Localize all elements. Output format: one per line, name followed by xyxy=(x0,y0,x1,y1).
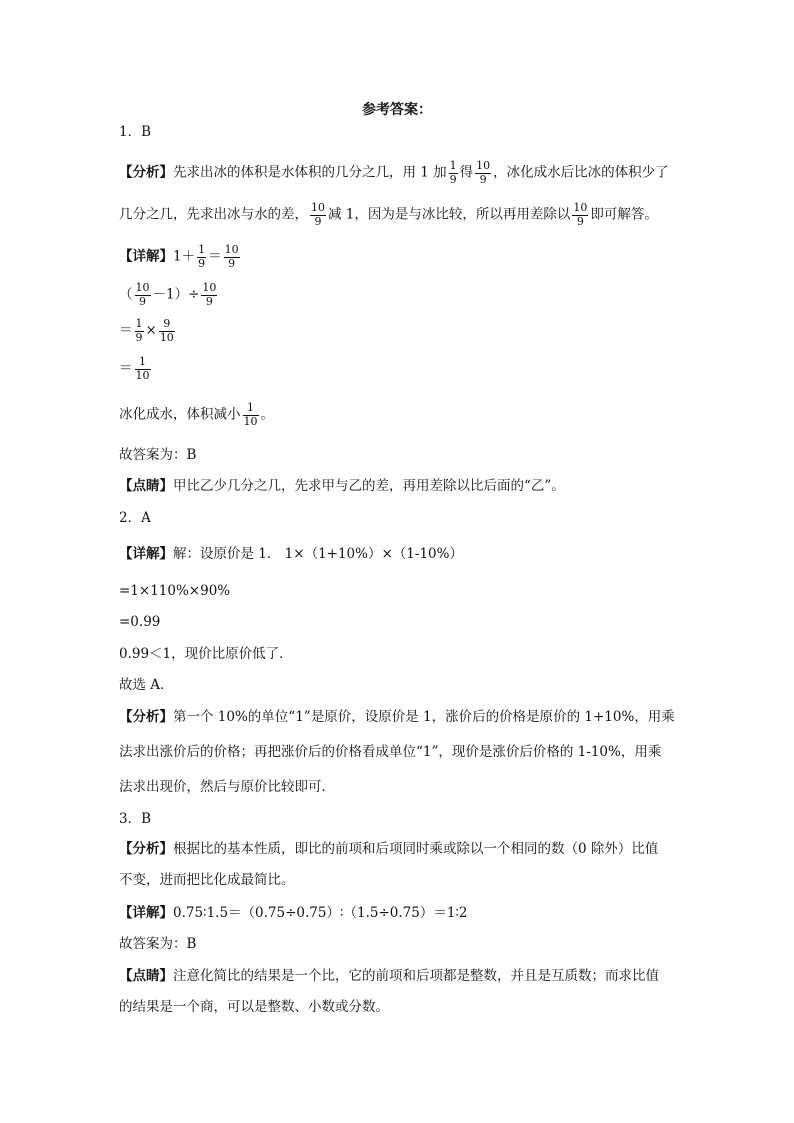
fraction-1-10: $\frac{1}{10}$ xyxy=(135,355,150,382)
q2-analysis-line-2: 法求出涨价后的价格；再把涨价后的价格看成单位“1”，现价是涨价后价格的 1-10%，用乘 xyxy=(119,744,662,760)
q1-step-3: ＝ $\frac{1}{9}$ × $\frac{9}{10}$ xyxy=(119,317,174,344)
q3-analysis-line-2: 不变，进而把比化成最简比。 xyxy=(119,872,295,888)
q3-comment-line-1: 【点睛】注意化简比的结果是一个比，它的前项和后项都是整数，并且是互质数；而求比值 xyxy=(119,968,659,984)
fraction-1-10: $\frac{1}{10}$ xyxy=(243,401,258,428)
fraction-1-9: $\frac{1}{9}$ xyxy=(198,243,206,270)
q3-answer: 故答案为：B xyxy=(119,936,197,952)
q1-step-2: （ $\frac{10}{9}$ －1）÷ $\frac{10}{9}$ xyxy=(119,281,217,308)
q1-comment-label: 【点睛】 xyxy=(119,478,173,494)
fraction-10-9: $\frac{10}{9}$ xyxy=(224,243,239,270)
fraction-10-9: $\frac{10}{9}$ xyxy=(311,201,325,228)
q1-detail-label: 【详解】 xyxy=(119,248,173,265)
q3-analysis-label: 【分析】 xyxy=(119,841,173,857)
q1-analysis-line-2: 几分之几，先求出冰与水的差， $\frac{10}{9}$ 减 1，因为是与冰比较，所以再用差除以 $\frac{10}{9}$ 即可解答。 xyxy=(119,201,658,228)
q3-heading: 3．B xyxy=(119,811,152,827)
q2-step-2: =1×110%×90% xyxy=(119,583,231,599)
q2-detail: 【详解】解：设原价是 1． 1×（1+10%）×（1-10%） xyxy=(119,546,463,562)
fraction-10-9: $\frac{10}{9}$ xyxy=(573,201,588,228)
q2-heading: 2．A xyxy=(119,510,151,526)
q1-detail-line: 【详解】1＋ $\frac{1}{9}$ ＝ $\frac{10}{9}$ xyxy=(119,243,239,270)
fraction-10-9: $\frac{10}{9}$ xyxy=(476,159,491,186)
q2-analysis-line-1: 【分析】第一个 10%的单位“1”是原价，设原价是 1，涨价后的价格是原价的 1+10%，用乘 xyxy=(119,709,675,725)
fraction-1-9: $\frac{1}{9}$ xyxy=(135,317,143,344)
q3-comment-label: 【点睛】 xyxy=(119,968,173,984)
fraction-10-9: $\frac{10}{9}$ xyxy=(202,281,217,308)
q1-step-4: ＝ $\frac{1}{10}$ xyxy=(119,355,150,382)
fraction-10-9: $\frac{10}{9}$ xyxy=(135,281,150,308)
q3-detail: 【详解】0.75∶1.5＝（0.75÷0.75）∶（1.5÷0.75）＝1∶2 xyxy=(119,905,468,921)
q2-analysis-label: 【分析】 xyxy=(119,709,173,725)
page-title: 参考答案： xyxy=(362,102,432,118)
q1-heading: 1．B xyxy=(119,124,152,140)
fraction-1-9: $\frac{1}{9}$ xyxy=(449,159,457,186)
q2-analysis-line-3: 法求出现价，然后与原价比较即可． xyxy=(119,779,335,795)
q1-analysis-line-1: 【分析】先求出冰的体积是水体积的几分之几，用 1 加 $\frac{1}{9}$ 得 $\frac{10}{9}$ ，冰化成水后比冰的体积少了 xyxy=(119,159,669,186)
q1-answer: 故答案为：B xyxy=(119,447,197,463)
q2-answer: 故选 A． xyxy=(119,677,174,693)
q1-comment: 【点睛】甲比乙少几分之几，先求甲与乙的差，再用差除以比后面的“乙”。 xyxy=(119,478,565,494)
q2-detail-label: 【详解】 xyxy=(119,546,173,562)
q1-analysis-label: 【分析】 xyxy=(119,164,173,181)
q2-comparison: 0.99＜1，现价比原价低了． xyxy=(119,646,293,662)
fraction-9-10: $\frac{9}{10}$ xyxy=(159,317,174,344)
q3-analysis-line-1: 【分析】根据比的基本性质，即比的前项和后项同时乘或除以一个相同的数（0 除外）比值 xyxy=(119,841,659,857)
q2-step-3: =0.99 xyxy=(119,614,161,630)
q3-detail-label: 【详解】 xyxy=(119,905,173,921)
q3-comment-line-2: 的结果是一个商，可以是整数、小数或分数。 xyxy=(119,999,389,1015)
q1-conclusion: 冰化成水，体积减小 $\frac{1}{10}$ 。 xyxy=(119,401,274,428)
